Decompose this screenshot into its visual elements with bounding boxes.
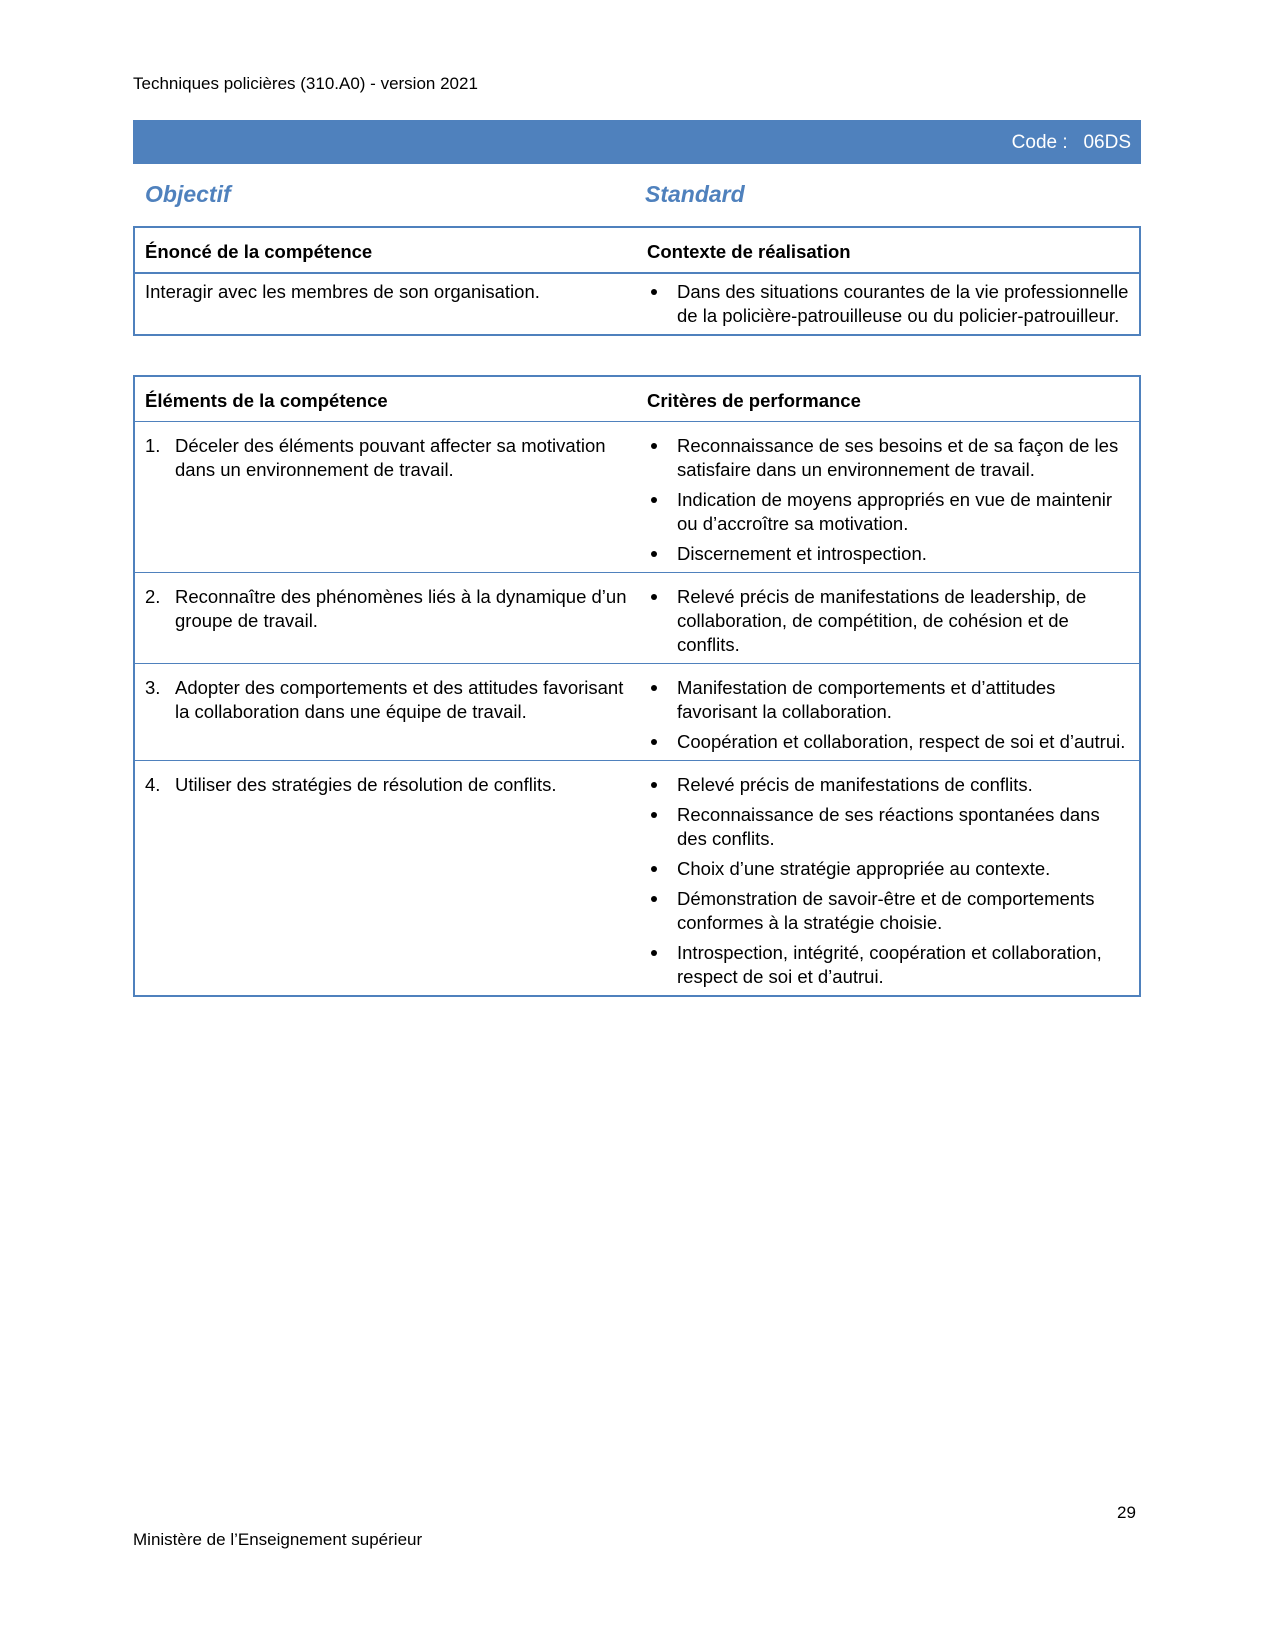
table-row [134, 422, 1140, 573]
competency-elements-table [133, 375, 1141, 997]
criterion-text: Démonstration de savoir-être et de comportements conformes à la stratégie choisie. [677, 888, 1095, 933]
element-text: Utiliser des stratégies de résolution de conflits. [175, 774, 557, 795]
bullet-icon [647, 857, 677, 881]
criterion-text: Reconnaissance de ses réactions spontanées dans des conflits. [677, 804, 1100, 849]
criterion-text: Choix d’une stratégie appropriée au contexte. [677, 858, 1051, 879]
criterion-text: Discernement et introspection. [677, 543, 927, 564]
element-cell [134, 761, 637, 997]
bullet-icon [647, 488, 677, 536]
bullet-icon [647, 585, 677, 657]
table-row [134, 273, 1140, 335]
criteria-list [647, 773, 1131, 989]
bullet-icon [647, 542, 677, 566]
table-header-row [134, 227, 1140, 273]
table-row [134, 573, 1140, 664]
element-text: Reconnaître des phénomènes liés à la dynamique d’un groupe de travail. [175, 586, 627, 631]
list-item [647, 803, 1131, 851]
context-list [647, 280, 1131, 328]
criterion-text: Indication de moyens appropriés en vue de maintenir ou d’accroître sa motivation. [677, 489, 1113, 534]
competency-statement-table [133, 226, 1141, 336]
criteria-cell [637, 761, 1140, 997]
bullet-icon [647, 887, 677, 935]
list-item [647, 585, 1131, 657]
col-header-elements: Éléments de la compétence [145, 390, 388, 411]
list-item [647, 857, 1131, 881]
section-title-standard: Standard [645, 181, 745, 207]
context-text: Dans des situations courantes de la vie professionnelle de la policière-patrouilleuse ou du policier-patrouilleur. [677, 281, 1129, 326]
element-text: Déceler des éléments pouvant affecter sa motivation dans un environnement de travail. [175, 435, 606, 480]
bullet-icon [647, 803, 677, 851]
list-item [647, 887, 1131, 935]
list-item [647, 434, 1131, 482]
criteria-cell [637, 422, 1140, 573]
list-item [647, 773, 1131, 797]
list-item [647, 676, 1131, 724]
criterion-text: Introspection, intégrité, coopération et collaboration, respect de soi et d’autrui. [677, 942, 1102, 987]
bullet-icon [647, 941, 677, 989]
page-number: 29 [1117, 1503, 1136, 1522]
criterion-text: Reconnaissance de ses besoins et de sa façon de les satisfaire dans un environnement de travail. [677, 435, 1119, 480]
table-row [134, 664, 1140, 761]
criterion-text: Relevé précis de manifestations de conflits. [677, 774, 1033, 795]
bullet-icon [647, 773, 677, 797]
section-title-objectif: Objectif [145, 181, 231, 207]
document-header: Techniques policières (310.A0) - version 2021 [133, 74, 478, 93]
criteria-list [647, 585, 1131, 657]
bullet-icon [647, 434, 677, 482]
criterion-text: Relevé précis de manifestations de leadership, de collaboration, de compétition, de cohésion et de conflits. [677, 586, 1087, 655]
element-cell [134, 422, 637, 573]
col-header-statement: Énoncé de la compétence [134, 227, 637, 273]
criteria-list [647, 434, 1131, 566]
criteria-list [647, 676, 1131, 754]
bullet-icon [647, 280, 677, 328]
criterion-text: Coopération et collaboration, respect de soi et d’autrui. [677, 731, 1126, 752]
bullet-icon [647, 676, 677, 724]
list-item [647, 280, 1131, 328]
element-number: 1. [145, 435, 161, 456]
list-item [647, 730, 1131, 754]
criterion-text: Manifestation de comportements et d’attitudes favorisant la collaboration. [677, 677, 1056, 722]
competency-statement: Interagir avec les membres de son organisation. [145, 281, 540, 302]
list-item [647, 488, 1131, 536]
element-text: Adopter des comportements et des attitudes favorisant la collaboration dans une équipe de travail. [175, 677, 624, 722]
table-header-row [134, 376, 1140, 422]
element-cell [134, 664, 637, 761]
list-item [647, 941, 1131, 989]
element-number: 2. [145, 586, 161, 607]
element-number: 3. [145, 677, 161, 698]
document-footer: Ministère de l’Enseignement supérieur [133, 1530, 423, 1549]
competency-code: Code : 06DS [1011, 132, 1131, 153]
element-number: 4. [145, 774, 161, 795]
criteria-cell [637, 573, 1140, 664]
list-item [647, 542, 1131, 566]
bullet-icon [647, 730, 677, 754]
criteria-cell [637, 664, 1140, 761]
context-cell [637, 273, 1140, 335]
col-header-criteria: Critères de performance [647, 390, 861, 411]
col-header-context: Contexte de réalisation [637, 227, 1140, 273]
code-bar [133, 120, 1141, 164]
element-cell [134, 573, 637, 664]
table-row [134, 761, 1140, 997]
